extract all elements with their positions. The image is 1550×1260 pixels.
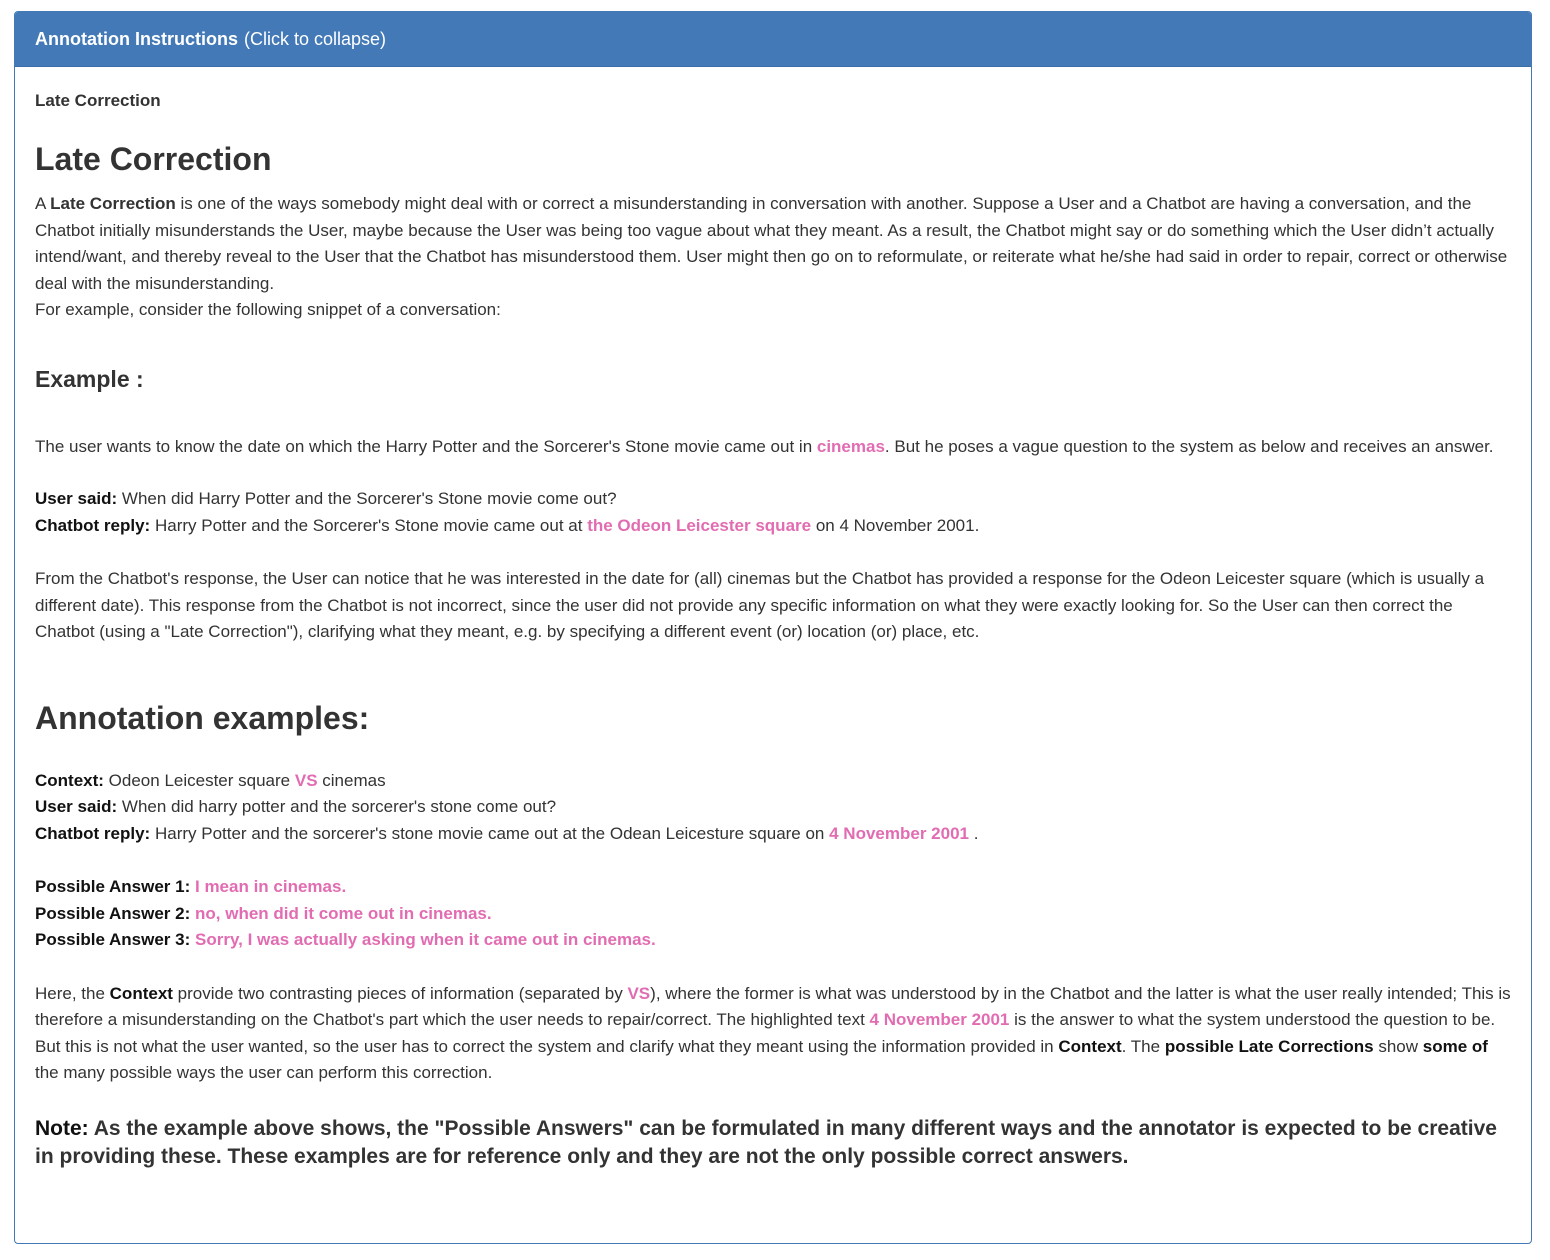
intro-paragraph: A Late Correction is one of the ways somebody might deal with or correct a misunderstanding in conversation with another. Suppose a User and a Chatbot are having a conversation, and the Chatbot initially misunderstands the User, maybe because the User was being too vague about what they meant. As a result, the Chatbot might say or do something which the User didn’t actually intend/want, and thereby reveal to the User that the Chatbot has misunderstood them. User might then go on to reformulate, or reiterate what he/she had said in order to repair, correct or otherwise deal with the misunderstanding. xyxy=(35,194,1508,293)
context-label: Context: xyxy=(35,770,104,790)
chatbot-reply-label: Chatbot reply: xyxy=(35,515,151,535)
collapse-hint: (Click to collapse) xyxy=(243,28,387,49)
instructions-panel xyxy=(14,11,1532,1244)
date-highlight: 4 November 2001 xyxy=(829,823,969,843)
panel-title: Annotation Instructions xyxy=(35,28,238,49)
chatbot-reply-label: Chatbot reply: xyxy=(35,823,151,843)
note-label: Note: xyxy=(35,1116,89,1140)
annotation-heading: Annotation examples: xyxy=(35,699,370,736)
context-line: Context: Odeon Leicester square VS cinemas xyxy=(35,770,386,790)
page-title: Late Correction xyxy=(35,141,272,177)
note-paragraph: Note: As the example above shows, the "Possible Answers" can be formulated in many different ways and the annotator is expected to be creative in providing these. These examples are for reference only and they are not the only possible correct answers. xyxy=(35,1116,1497,1168)
panel-heading-toggle[interactable] xyxy=(15,12,1531,67)
possible-answer-1: Possible Answer 1: I mean in cinemas. xyxy=(35,877,347,896)
term-late-correction: Late Correction xyxy=(50,194,176,213)
example-heading: Example : xyxy=(35,365,144,392)
annotation-explanation: Here, the Context provide two contrasting pieces of information (separated by VS), where the former is what was understood by in the Chatbot and the latter is what the user really intended; This is therefore a misunderstanding on the Chatbot's part which the user needs to repair/correct. The highlighted text 4 November 2001 is the answer to what the system understood the question to be. But this is not what the user wanted, so the user has to correct the system and clarify what they meant using the information provided in Context. The possible Late Corrections show some of the many possible ways the user can perform this correction. xyxy=(35,983,1511,1082)
possible-answer-2: Possible Answer 2: no, when did it come out in cinemas. xyxy=(35,903,492,923)
user-said-label: User said: xyxy=(35,797,118,816)
annotation-bot-line: Chatbot reply: Harry Potter and the sorcerer's stone movie came out at the Odean Leicesture square on 4 November 2001 . xyxy=(35,823,979,843)
highlight-cinemas: cinemas xyxy=(816,436,885,456)
for-example-line: For example, consider the following snippet of a conversation: xyxy=(35,300,501,319)
example-explanation: From the Chatbot's response, the User can notice that he was interested in the date for (all) cinemas but the Chatbot has provided a response for the Odeon Leicester square (which is usually a different date). This response from the Chatbot is not incorrect, since the user did not provide any specific information on what they were exactly looking for. So the User can then correct the Chatbot (using a "Late Correction"), clarifying what they meant, e.g. by specifying a different event (or) location (or) place, etc. xyxy=(35,569,1485,641)
vs-highlight: VS xyxy=(294,770,318,790)
instructions-content xyxy=(35,139,1515,1171)
section-subtitle: Late Correction xyxy=(35,91,161,110)
example-user-line: User said: When did Harry Potter and the Sorcerer's Stone movie come out? xyxy=(35,489,617,508)
example-bot-line: Chatbot reply: Harry Potter and the Sorcerer's Stone movie came out at the Odeon Leicester square on 4 November 2001. xyxy=(35,515,980,535)
annotation-user-line: User said: When did harry potter and the sorcerer's stone come out? xyxy=(35,797,557,816)
highlight-odeon: the Odeon Leicester square xyxy=(587,515,812,535)
possible-answer-3: Possible Answer 3: Sorry, I was actually asking when it came out in cinemas. xyxy=(35,930,656,949)
user-said-label: User said: xyxy=(35,489,118,508)
example-description: The user wants to know the date on which the Harry Potter and the Sorcerer's Stone movie came out in cinemas. But he poses a vague question to the system as below and receives an answer. xyxy=(35,436,1494,456)
